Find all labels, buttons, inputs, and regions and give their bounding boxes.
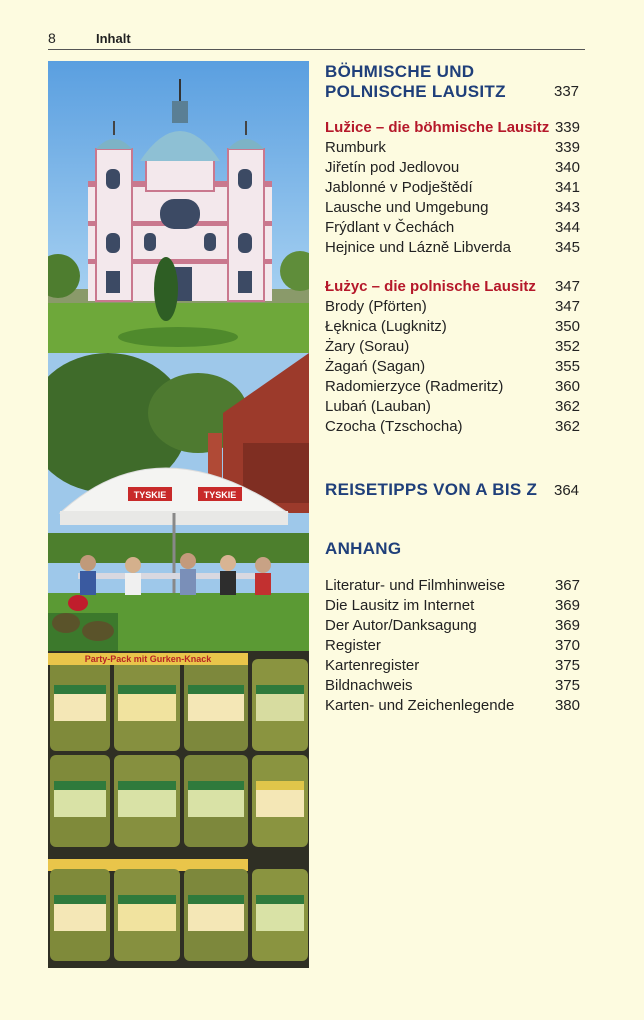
chapter-title-bohmische[interactable]: BÖHMISCHE UND POLNISCHE LAUSITZ xyxy=(325,62,506,101)
beer-garden-photo xyxy=(48,353,309,651)
pickles-photo xyxy=(48,651,309,968)
photo-column xyxy=(48,61,309,968)
chapter-title-anhang[interactable]: ANHANG xyxy=(325,539,402,558)
party-pack-label-top: Party-Pack mit Gurken-Knack xyxy=(84,654,212,664)
chapter-page-reisetipps: 364 xyxy=(554,482,580,499)
page-header xyxy=(48,30,585,50)
page-number: 8 xyxy=(48,30,56,46)
umbrella-logo-right: TYSKIE xyxy=(203,490,237,500)
church-photo xyxy=(48,61,309,353)
chapter-title-reisetipps[interactable]: REISETIPPS VON A BIS Z xyxy=(325,480,538,499)
umbrella-logo-left: TYSKIE xyxy=(133,490,167,500)
section-label: Inhalt xyxy=(96,31,131,46)
chapter-page-bohmische: 337 xyxy=(554,83,580,100)
